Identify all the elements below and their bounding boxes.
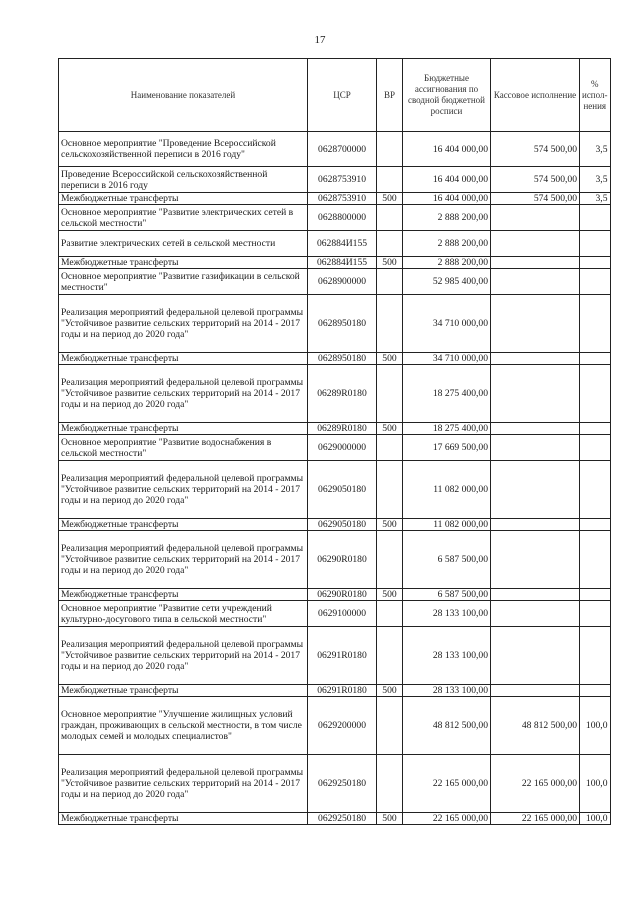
cell-cash [491, 257, 580, 269]
cell-vr [377, 205, 403, 231]
cell-code: 0629100000 [308, 601, 377, 627]
cell-pct [580, 269, 611, 295]
cell-name: Проведение Всероссийской сельскохозяйственной переписи в 2016 году [59, 167, 308, 193]
cell-budget: 34 710 000,00 [403, 353, 491, 365]
cell-pct: 100,0 [580, 755, 611, 813]
cell-vr [377, 167, 403, 193]
cell-vr: 500 [377, 589, 403, 601]
cell-cash [491, 365, 580, 423]
cell-name: Межбюджетные трансферты [59, 813, 308, 825]
cell-cash [491, 519, 580, 531]
table-row [59, 205, 611, 231]
cell-cash: 22 165 000,00 [491, 813, 580, 825]
cell-name: Реализация мероприятий федеральной целевой программы "Устойчивое развитие сельских территорий на 2014 - 2017 годы и на период до 2020 года" [59, 627, 308, 685]
header-name: Наименование показателей [59, 59, 308, 132]
cell-vr: 500 [377, 813, 403, 825]
cell-cash [491, 295, 580, 353]
cell-pct [580, 531, 611, 589]
cell-name: Реализация мероприятий федеральной целевой программы "Устойчивое развитие сельских территорий на 2014 - 2017 годы и на период до 2020 года" [59, 531, 308, 589]
cell-name: Развитие электрических сетей в сельской местности [59, 231, 308, 257]
cell-pct [580, 589, 611, 601]
cell-budget: 6 587 500,00 [403, 589, 491, 601]
cell-code: 0628950180 [308, 295, 377, 353]
cell-name: Межбюджетные трансферты [59, 423, 308, 435]
cell-name: Основное мероприятие "Улучшение жилищных условий граждан, проживающих в сельской местности, в том числе молодых семей и молодых специалистов" [59, 697, 308, 755]
cell-budget: 52 985 400,00 [403, 269, 491, 295]
cell-code: 0629050180 [308, 519, 377, 531]
cell-code: 0629250180 [308, 755, 377, 813]
cell-budget: 2 888 200,00 [403, 257, 491, 269]
cell-vr: 500 [377, 685, 403, 697]
cell-name: Основное мероприятие "Развитие газификации в сельской местности" [59, 269, 308, 295]
cell-name: Реализация мероприятий федеральной целевой программы "Устойчивое развитие сельских территорий на 2014 - 2017 годы и на период до 2020 года" [59, 755, 308, 813]
cell-code: 062884И155 [308, 257, 377, 269]
cell-code: 0629250180 [308, 813, 377, 825]
cell-code: 06290R0180 [308, 589, 377, 601]
table-row [59, 755, 611, 813]
header-vr: ВР [377, 59, 403, 132]
cell-budget: 17 669 500,00 [403, 435, 491, 461]
cell-vr [377, 269, 403, 295]
cell-budget: 2 888 200,00 [403, 205, 491, 231]
cell-cash [491, 685, 580, 697]
cell-pct [580, 231, 611, 257]
cell-budget: 28 133 100,00 [403, 601, 491, 627]
cell-code: 06290R0180 [308, 531, 377, 589]
cell-code: 0628753910 [308, 193, 377, 205]
header-pct: % испол- нения [580, 59, 611, 132]
cell-cash [491, 269, 580, 295]
cell-vr [377, 132, 403, 167]
table-row [59, 423, 611, 435]
table-row [59, 167, 611, 193]
cell-vr [377, 697, 403, 755]
table-header-row [59, 59, 611, 132]
cell-cash [491, 461, 580, 519]
cell-code: 06289R0180 [308, 423, 377, 435]
cell-pct [580, 601, 611, 627]
header-budget: Бюджетные ассигнования по сводной бюджетной росписи [403, 59, 491, 132]
cell-pct [580, 205, 611, 231]
cell-pct: 100,0 [580, 697, 611, 755]
cell-code: 06291R0180 [308, 685, 377, 697]
table-row [59, 231, 611, 257]
cell-budget: 6 587 500,00 [403, 531, 491, 589]
cell-name: Межбюджетные трансферты [59, 353, 308, 365]
cell-cash [491, 601, 580, 627]
table-row [59, 353, 611, 365]
cell-cash [491, 627, 580, 685]
cell-budget: 11 082 000,00 [403, 461, 491, 519]
cell-budget: 18 275 400,00 [403, 423, 491, 435]
cell-cash: 574 500,00 [491, 193, 580, 205]
cell-pct [580, 353, 611, 365]
cell-vr: 500 [377, 193, 403, 205]
cell-pct: 3,5 [580, 167, 611, 193]
table-row [59, 257, 611, 269]
cell-cash: 574 500,00 [491, 167, 580, 193]
cell-vr [377, 531, 403, 589]
cell-code: 06289R0180 [308, 365, 377, 423]
table-row [59, 531, 611, 589]
table-row [59, 461, 611, 519]
cell-pct [580, 685, 611, 697]
cell-vr [377, 627, 403, 685]
cell-budget: 2 888 200,00 [403, 231, 491, 257]
cell-vr [377, 231, 403, 257]
header-code: ЦСР [308, 59, 377, 132]
cell-name: Основное мероприятие "Проведение Всероссийской сельскохозяйственной переписи в 2016 году" [59, 132, 308, 167]
table-row [59, 627, 611, 685]
cell-cash [491, 205, 580, 231]
cell-pct [580, 295, 611, 353]
cell-vr [377, 435, 403, 461]
cell-cash [491, 531, 580, 589]
cell-name: Межбюджетные трансферты [59, 685, 308, 697]
cell-vr [377, 461, 403, 519]
cell-code: 0629000000 [308, 435, 377, 461]
cell-vr [377, 601, 403, 627]
cell-pct [580, 435, 611, 461]
page-number: 17 [314, 34, 326, 46]
cell-budget: 16 404 000,00 [403, 193, 491, 205]
cell-name: Межбюджетные трансферты [59, 257, 308, 269]
cell-budget: 18 275 400,00 [403, 365, 491, 423]
header-cash: Кассовое исполнение [491, 59, 580, 132]
cell-budget: 16 404 000,00 [403, 132, 491, 167]
cell-budget: 28 133 100,00 [403, 627, 491, 685]
cell-vr: 500 [377, 519, 403, 531]
cell-budget: 28 133 100,00 [403, 685, 491, 697]
cell-pct [580, 519, 611, 531]
cell-code: 0629200000 [308, 697, 377, 755]
table-row [59, 295, 611, 353]
cell-code: 0628753910 [308, 167, 377, 193]
cell-name: Основное мероприятие "Развитие электрических сетей в сельской местности" [59, 205, 308, 231]
budget-execution-table [58, 58, 611, 825]
cell-cash [491, 435, 580, 461]
table-row [59, 697, 611, 755]
table-row [59, 435, 611, 461]
table-row [59, 813, 611, 825]
cell-vr: 500 [377, 423, 403, 435]
cell-pct: 3,5 [580, 132, 611, 167]
cell-name: Реализация мероприятий федеральной целевой программы "Устойчивое развитие сельских территорий на 2014 - 2017 годы и на период до 2020 года" [59, 295, 308, 353]
cell-name: Межбюджетные трансферты [59, 589, 308, 601]
cell-cash [491, 353, 580, 365]
table-row [59, 685, 611, 697]
cell-budget: 22 165 000,00 [403, 813, 491, 825]
cell-cash [491, 423, 580, 435]
cell-vr [377, 295, 403, 353]
cell-pct: 100,0 [580, 813, 611, 825]
cell-name: Реализация мероприятий федеральной целевой программы "Устойчивое развитие сельских территорий на 2014 - 2017 годы и на период до 2020 года" [59, 365, 308, 423]
cell-name: Межбюджетные трансферты [59, 193, 308, 205]
cell-cash: 48 812 500,00 [491, 697, 580, 755]
cell-code: 0629050180 [308, 461, 377, 519]
cell-code: 062884И155 [308, 231, 377, 257]
cell-code: 06291R0180 [308, 627, 377, 685]
table-row [59, 132, 611, 167]
cell-cash [491, 231, 580, 257]
cell-budget: 16 404 000,00 [403, 167, 491, 193]
cell-name: Основное мероприятие "Развитие сети учреждений культурно-досугового типа в сельской местности" [59, 601, 308, 627]
cell-pct [580, 365, 611, 423]
cell-code: 0628700000 [308, 132, 377, 167]
cell-pct: 3,5 [580, 193, 611, 205]
cell-name: Основное мероприятие "Развитие водоснабжения в сельской местности" [59, 435, 308, 461]
cell-pct [580, 257, 611, 269]
cell-cash: 574 500,00 [491, 132, 580, 167]
table-row [59, 589, 611, 601]
cell-pct [580, 461, 611, 519]
cell-code: 0628950180 [308, 353, 377, 365]
cell-budget: 34 710 000,00 [403, 295, 491, 353]
cell-cash [491, 589, 580, 601]
table-row [59, 365, 611, 423]
table-row [59, 193, 611, 205]
cell-budget: 22 165 000,00 [403, 755, 491, 813]
cell-cash: 22 165 000,00 [491, 755, 580, 813]
cell-name: Межбюджетные трансферты [59, 519, 308, 531]
table-row [59, 601, 611, 627]
cell-name: Реализация мероприятий федеральной целевой программы "Устойчивое развитие сельских территорий на 2014 - 2017 годы и на период до 2020 года" [59, 461, 308, 519]
cell-vr: 500 [377, 257, 403, 269]
cell-vr [377, 755, 403, 813]
cell-vr: 500 [377, 353, 403, 365]
cell-code: 0628900000 [308, 269, 377, 295]
table-row [59, 519, 611, 531]
cell-pct [580, 627, 611, 685]
table-row [59, 269, 611, 295]
cell-vr [377, 365, 403, 423]
cell-pct [580, 423, 611, 435]
cell-budget: 11 082 000,00 [403, 519, 491, 531]
cell-code: 0628800000 [308, 205, 377, 231]
cell-budget: 48 812 500,00 [403, 697, 491, 755]
